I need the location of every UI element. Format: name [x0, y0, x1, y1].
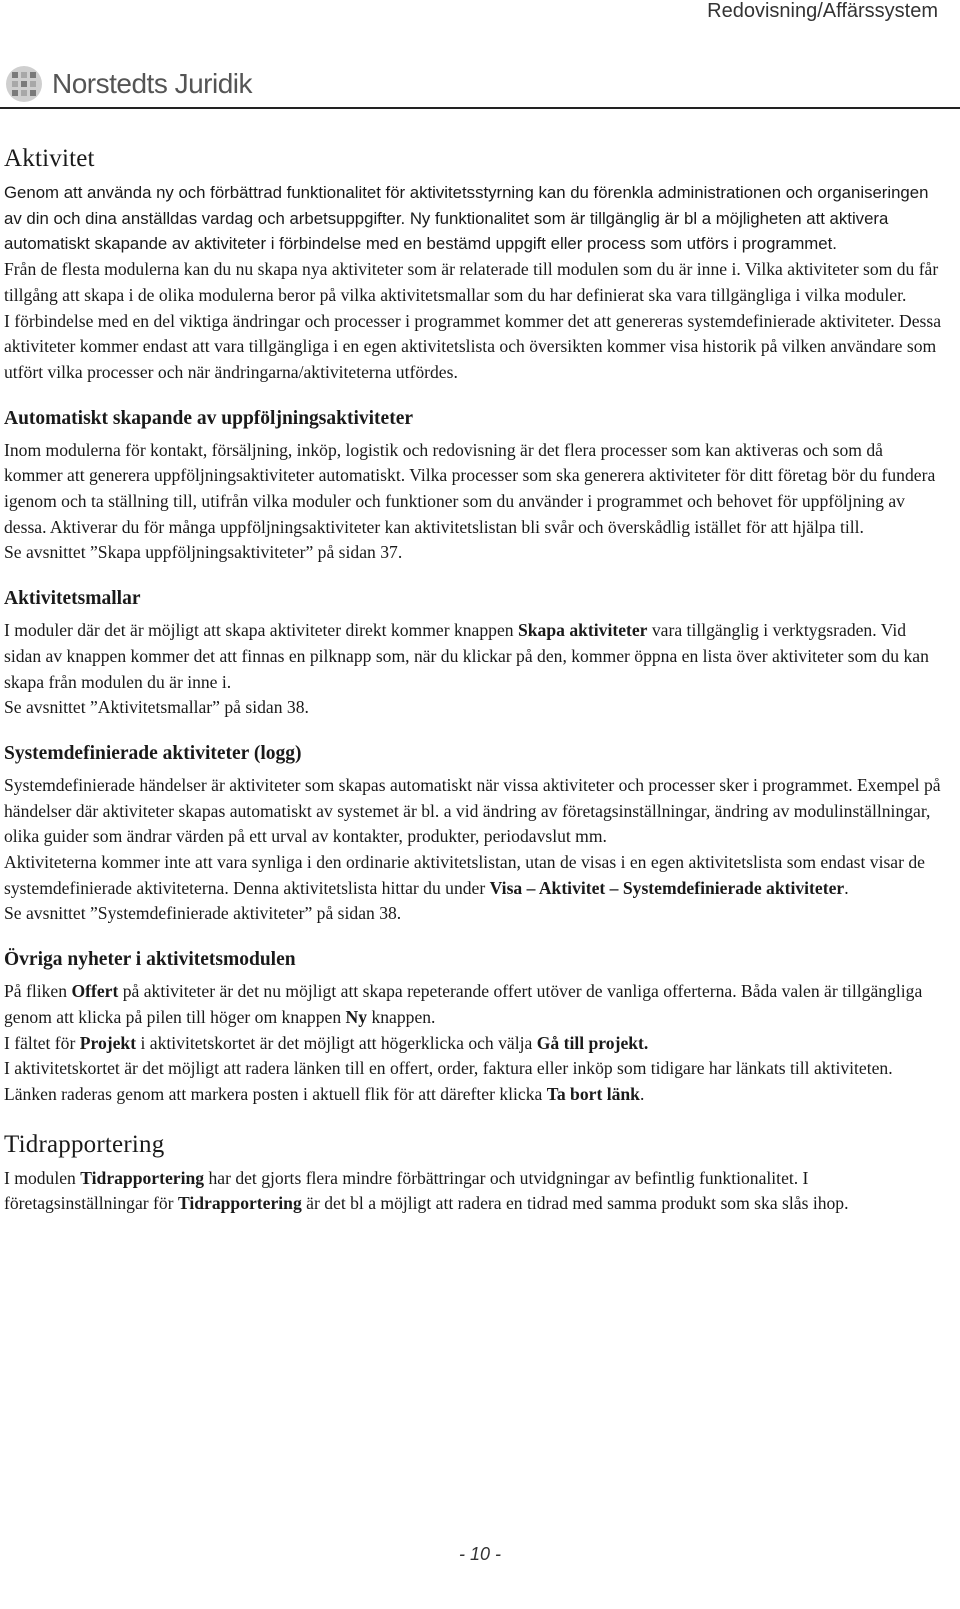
heading-tidrapportering: Tidrapportering — [4, 1130, 165, 1158]
term-projekt: Projekt — [79, 1032, 137, 1053]
term-ga-till-projekt: Gå till projekt. — [536, 1032, 649, 1053]
paragraph-tidrapportering: I modulen Tidrapportering har det gjorts flera mindre förbättringar och utvidgningar av befintlig funktionalitet. I företagsinställningar för Tidrapportering är det bl a möjligt att radera en tidrad med samma produkt som ska slås ihop. — [4, 1167, 849, 1214]
running-header-title: Redovisning/Affärssystem — [707, 0, 938, 22]
paragraph-ovriga-lank: I aktivitetskortet är det möjligt att radera länken till en offert, order, faktura eller inköp som tidigare har länkats till aktiviteten. Länken raderas genom att markera posten i aktuell flik för att därefter klicka Ta bort länk. — [4, 1058, 893, 1104]
reference-systemdefinierade: Se avsnittet ”Systemdefinierade aktiviteter” på sidan 38. — [4, 903, 402, 924]
heading-aktivitetsmallar: Aktivitetsmallar — [4, 588, 141, 610]
page-number: - 10 - — [458, 1544, 501, 1564]
paragraph-aktivitet-systemdef: I förbindelse med en del viktiga ändringar och processer i programmet kommer det att genereras systemdefinierade aktiviteter. Dessa aktiviteter kommer endast att vara tillgängliga i en egen aktivitetslista och översikten kommer visa historik på vilken användare som utfört vilka processer och när ändringarna/aktiviteterna utfördes. — [4, 310, 942, 382]
paragraph-systemdefinierade-2: Aktiviteterna kommer inte att vara synliga i den ordinarie aktivitetslistan, utan de visas i en egen aktivitetslista som endast visar de systemdefinierade aktiviteterna. Denna aktivitetslista hittar du under Visa – Aktivitet – Systemdefinierade aktiviteter. — [4, 852, 925, 898]
logo-mark-icon — [4, 64, 44, 104]
paragraph-ovriga-offert: På fliken Offert på aktiviteter är det nu möjligt att skapa repeterande offert utöver de vanliga offerterna. Båda valen är tillgängliga genom att klicka på pilen till höger om knappen Ny knappen. — [4, 981, 923, 1027]
term-offert: Offert — [71, 981, 119, 1002]
heading-automatiskt: Automatiskt skapande av uppföljningsaktiviteter — [4, 407, 414, 429]
term-tidrapportering-1: Tidrapportering — [80, 1167, 205, 1188]
document-body — [4, 138, 944, 1217]
logo-text: Norstedts Juridik — [52, 68, 253, 99]
term-ta-bort-lank: Ta bort länk — [546, 1083, 640, 1104]
reference-aktivitetsmallar: Se avsnittet ”Aktivitetsmallar” på sidan 38. — [4, 697, 309, 718]
heading-ovriga-nyheter: Övriga nyheter i aktivitetsmodulen — [4, 949, 296, 971]
heading-systemdefinierade: Systemdefinierade aktiviteter (logg) — [4, 742, 302, 764]
heading-aktivitet: Aktivitet — [4, 145, 95, 172]
term-ny: Ny — [345, 1006, 368, 1027]
paragraph-aktivitetsmallar: I moduler där det är möjligt att skapa aktiviteter direkt kommer knappen Skapa aktiviteter vara tillgänglig i verktygsraden. Vid sidan av knappen kommer det att finnas en pilknapp som, när du klickar på den, kommer öppna en lista över aktiviteter som du kan skapa från modulen du är inne i. — [4, 620, 929, 692]
reference-automatiskt: Se avsnittet ”Skapa uppföljningsaktiviteter” på sidan 37. — [4, 542, 403, 563]
paragraph-aktivitet-moduler: Från de flesta modulerna kan du nu skapa nya aktiviteter som är relaterade till modulen som du är inne i. Vilka aktiviteter som du får tillgång att skapa i de olika modulerna beror på vilka aktivitetsmallar som du har definierat ska vara tillgängliga i vilka moduler. — [4, 259, 939, 305]
paragraph-aktivitet-intro: Genom att använda ny och förbättrad funktionalitet för aktivitetsstyrning kan du förenkla administrationen och organiseringen av din och dina anställdas vardag och arbetsuppgifter. Ny funktionalitet som är tillgänglig är bl a möjligheten att aktivera automatiskt skapande av aktiviteter i förbindelse med en bestämd uppgift eller process som utförs i programmet. — [4, 183, 929, 254]
paragraph-systemdefinierade-1: Systemdefinierade händelser är aktiviteter som skapas automatiskt när vissa aktiviteter och processer sker i programmet. Exempel på händelser där aktiviteter skapas automatiskt av systemet är bl. a vid ändring av företagsinställningar, ändring av modulinställningar, olika guider som ändrar värden på ett urval av kontakter, produkter, periodavslut mm. — [4, 774, 941, 847]
term-tidrapportering-2: Tidrapportering — [177, 1193, 302, 1214]
header-divider — [0, 107, 960, 109]
term-visa-aktivitet-path: Visa – Aktivitet – Systemdefinierade aktiviteter — [489, 877, 845, 898]
term-skapa-aktiviteter: Skapa aktiviteter — [517, 620, 648, 641]
publisher-logo — [4, 62, 252, 106]
paragraph-ovriga-projekt: I fältet för Projekt i aktivitetskortet är det möjligt att högerklicka och välja Gå till projekt. — [4, 1032, 649, 1053]
paragraph-automatiskt: Inom modulerna för kontakt, försäljning, inköp, logistik och redovisning är det flera processer som kan aktiveras och som då kommer att generera uppföljningsaktiviteter automatiskt. Vilka processer som ska generera aktiviteter för ditt företag bör du fundera igenom och ta ställning till, utifrån vilka moduler och funktioner som du använder i programmet och behovet för uppföljning av dessa. Aktiverar du för många uppföljningsaktiviteter kan aktivitetslistan bli svår och överskådlig istället för att hjälpa till. — [4, 439, 936, 537]
